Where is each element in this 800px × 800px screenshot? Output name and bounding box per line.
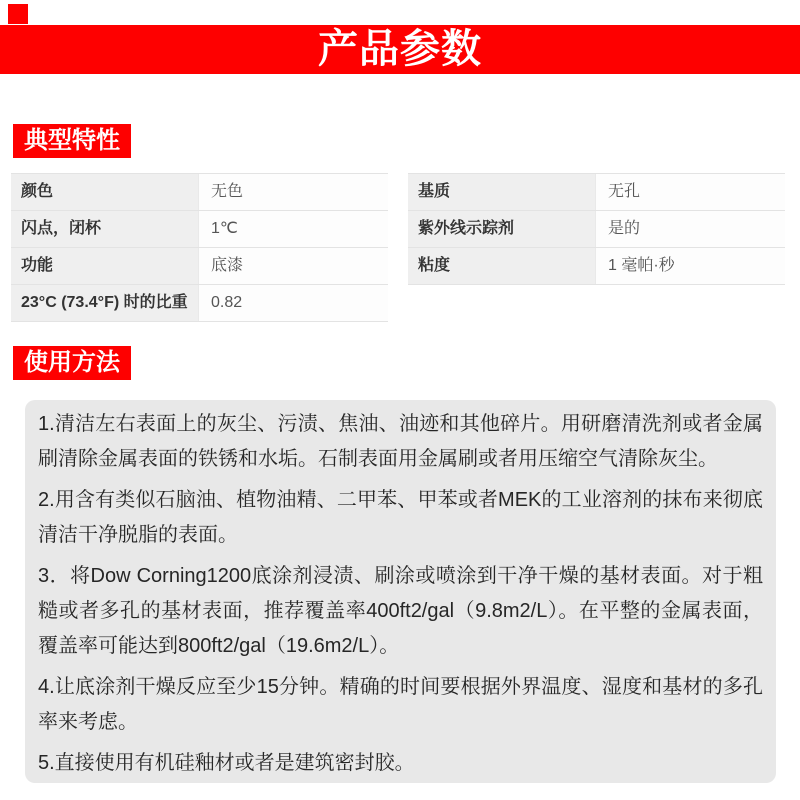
usage-step: 4.让底涂剂干燥反应至少15分钟。精确的时间要根据外界温度、湿度和基材的多孔率来考虑。 (38, 676, 763, 733)
usage-step: 2.用含有类似石脑油、植物油精、二甲苯、甲苯或者MEK的工业溶剂的抹布来彻底清洁干净脱脂的表面。 (38, 489, 763, 546)
spec-label-cell: 功能 (11, 248, 198, 284)
page-title: 产品参数 (318, 27, 482, 71)
section-label-text: 使用方法 (24, 349, 120, 376)
spec-label-cell: 闪点，闭杯 (11, 211, 198, 247)
spec-value-cell: 无孔 (595, 174, 785, 210)
table-row (11, 174, 388, 211)
table-row (408, 248, 785, 285)
corner-red-square (8, 4, 28, 24)
table-row (408, 174, 785, 211)
section-label-usage (13, 346, 131, 380)
page-title-banner (0, 25, 800, 74)
usage-step: 1.清洁左右表面上的灰尘、污渍、焦油、油迹和其他碎片。用研磨清洗剂或者金属刷清除金属表面的铁锈和水垢。石制表面用金属刷或者用压缩空气清除灰尘。 (38, 413, 763, 470)
spec-label-cell: 紫外线示踪剂 (408, 211, 595, 247)
spec-table-right (408, 173, 785, 285)
spec-value-cell: 1 毫帕·秒 (595, 248, 785, 284)
section-label-typical-properties (13, 124, 131, 158)
spec-value-cell: 底漆 (198, 248, 388, 284)
usage-step: 5.直接使用有机硅釉材或者是建筑密封胶。 (38, 752, 415, 774)
spec-label-cell: 23°C (73.4°F) 时的比重 (11, 285, 198, 321)
spec-label-cell: 颜色 (11, 174, 198, 210)
spec-value-cell: 无色 (198, 174, 388, 210)
table-row (11, 285, 388, 322)
spec-label-cell: 粘度 (408, 248, 595, 284)
table-row (11, 211, 388, 248)
spec-table-left (11, 173, 388, 322)
table-row (408, 211, 785, 248)
usage-instructions-panel (25, 400, 776, 783)
spec-value-cell: 0.82 (198, 285, 388, 321)
spec-label-cell: 基质 (408, 174, 595, 210)
section-label-text: 典型特性 (24, 127, 120, 154)
spec-value-cell: 1℃ (198, 211, 388, 247)
usage-step: 3．将Dow Corning1200底涂剂浸渍、刷涂或喷涂到干净干燥的基材表面。对于粗糙或者多孔的基材表面，推荐覆盖率400ft2/gal（9.8m2/L）。在平整的金属表面，覆盖率可能达到800ft2/gal（19.6m2/L）。 (38, 565, 763, 657)
table-row (11, 248, 388, 285)
spec-value-cell: 是的 (595, 211, 785, 247)
